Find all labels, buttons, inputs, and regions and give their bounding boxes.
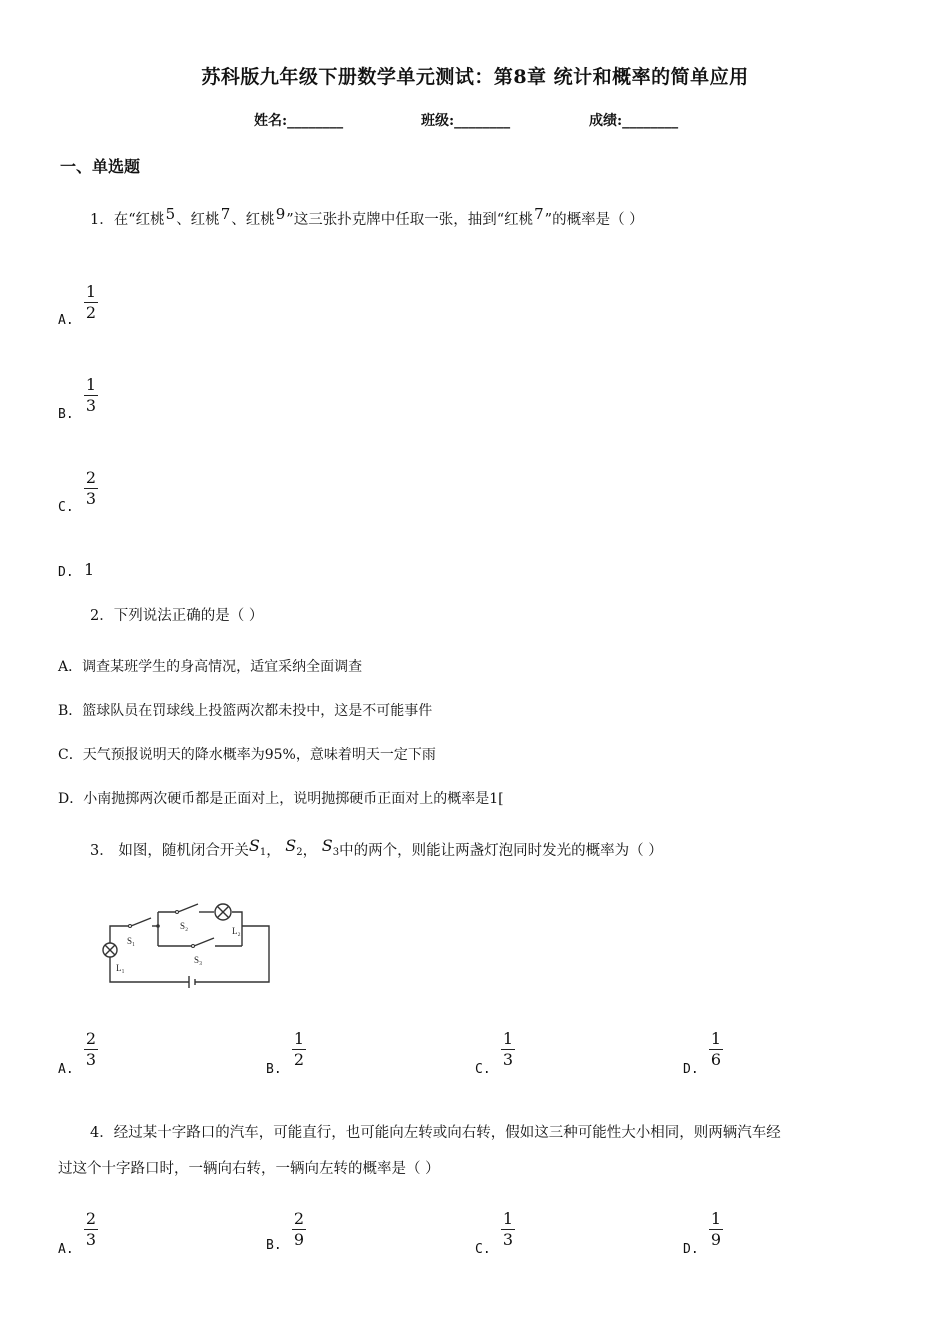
class-field: 班级:________ [421, 113, 511, 129]
label-l1: L₁ [116, 963, 125, 973]
numerator: 1 [710, 1209, 722, 1228]
q4-option-d-letter[interactable]: D. [683, 1242, 699, 1257]
q4-option-a-fraction [84, 1210, 98, 1249]
q3-option-a-letter[interactable]: A. [58, 1062, 74, 1077]
denominator: 2 [293, 1050, 305, 1070]
label-s3: S₃ [194, 955, 203, 965]
score-field: 成绩:________ [589, 113, 679, 129]
switch-s2-contact [176, 911, 179, 914]
switch-s3-blade [194, 938, 214, 946]
section-title: 一、单选题 [60, 157, 141, 176]
denominator: 3 [502, 1050, 514, 1070]
q1-option-b-letter[interactable]: B. [58, 407, 74, 422]
q2-option-d[interactable]: D．小南抛掷两次硬币都是正面对上，说明抛掷硬币正面对上的概率是1[ [58, 791, 504, 807]
question-1-stem [90, 205, 644, 230]
q4-option-d-fraction [709, 1210, 723, 1249]
numerator: 2 [85, 1209, 97, 1228]
q3-option-a-fraction [84, 1030, 98, 1069]
q1-num-5: 5 [165, 205, 176, 223]
switch-s3-symbol: S [321, 836, 333, 855]
q3-option-d-fraction [709, 1030, 723, 1069]
numerator: 2 [293, 1209, 305, 1228]
numerator: 2 [85, 1029, 97, 1048]
numerator: 1 [293, 1029, 305, 1048]
q3-text-1: 3． 如图，随机闭合开关 [90, 843, 249, 859]
junction-dot [156, 924, 160, 928]
q4-option-b-fraction [292, 1210, 306, 1249]
q3-option-c-letter[interactable]: C. [475, 1062, 491, 1077]
circuit-diagram [94, 900, 279, 995]
q1-text-5: ”的概率是（ ） [544, 212, 644, 228]
q1-option-c-fraction [84, 469, 98, 508]
q3-comma-1: ， [266, 843, 281, 859]
denominator: 3 [85, 1050, 97, 1070]
label-s1: S₁ [127, 936, 136, 946]
question-2-stem: 2．下列说法正确的是（ ） [90, 608, 264, 624]
q2-option-b[interactable]: B．篮球队员在罚球线上投篮两次都未投中，这是不可能事件 [58, 703, 433, 719]
q4-option-c-fraction [501, 1210, 515, 1249]
q1-text-4: ”这三张扑克牌中任取一张，抽到“红桃 [286, 212, 534, 228]
switch-s2-blade [178, 904, 198, 912]
q3-comma-2: ， [302, 843, 318, 859]
denominator: 3 [85, 1230, 97, 1250]
q1-num-7: 7 [220, 205, 231, 223]
page-title: 苏科版九年级下册数学单元测试：第8章 统计和概率的简单应用 [201, 66, 749, 88]
numerator: 1 [85, 375, 97, 394]
switch-s1-blade [131, 918, 151, 926]
q1-option-d-value: 1 [84, 560, 95, 579]
q1-option-d-letter[interactable]: D. [58, 565, 74, 580]
numerator: 2 [85, 468, 97, 487]
denominator: 9 [710, 1230, 722, 1250]
denominator: 9 [293, 1230, 305, 1250]
q1-text-3: 、红桃 [231, 212, 275, 228]
switch-s1-symbol: S [248, 836, 260, 855]
numerator: 1 [710, 1029, 722, 1048]
label-s2: S₂ [180, 921, 189, 931]
denominator: 3 [85, 489, 97, 509]
q2-option-a[interactable]: A．调查某班学生的身高情况，适宜采纳全面调查 [58, 659, 363, 675]
name-field: 姓名:________ [254, 113, 344, 129]
q1-option-c-letter[interactable]: C. [58, 500, 74, 515]
switch-s1-contact [129, 925, 132, 928]
q3-option-b-letter[interactable]: B. [266, 1062, 282, 1077]
numerator: 1 [502, 1209, 514, 1228]
denominator: 2 [85, 303, 97, 323]
q3-text-2: 中的两个，则能让两盏灯泡同时发光的概率为（ ） [339, 843, 663, 859]
q4-option-c-letter[interactable]: C. [475, 1242, 491, 1257]
question-4-line-2: 过这个十字路口时，一辆向右转，一辆向左转的概率是（ ） [58, 1161, 440, 1177]
q1-option-a-fraction [84, 283, 98, 322]
q1-num-9: 9 [275, 205, 286, 223]
denominator: 6 [710, 1050, 722, 1070]
numerator: 1 [85, 282, 97, 301]
switch-s3-subscript: 3 [332, 847, 340, 858]
q4-option-a-letter[interactable]: A. [58, 1242, 74, 1257]
q4-option-b-letter[interactable]: B. [266, 1238, 282, 1253]
switch-s2-subscript: 2 [296, 847, 303, 858]
numerator: 1 [502, 1029, 514, 1048]
q3-option-d-letter[interactable]: D. [683, 1062, 699, 1077]
q3-option-b-fraction [292, 1030, 306, 1069]
switch-s2-symbol: S [285, 836, 297, 855]
q1-num-7b: 7 [534, 205, 544, 223]
switch-s1-subscript: 1 [259, 847, 267, 858]
q1-text-2: 、红桃 [176, 212, 220, 228]
question-4-line-1: 4．经过某十字路口的汽车，可能直行，也可能向左转或向右转，假如这三种可能性大小相同，则两辆汽车经 [90, 1125, 781, 1141]
q2-option-c[interactable]: C．天气预报说明天的降水概率为95%，意味着明天一定下雨 [58, 747, 436, 763]
question-3-stem [90, 836, 663, 863]
q3-option-c-fraction [501, 1030, 515, 1069]
switch-s3-contact [192, 945, 195, 948]
q1-option-b-fraction [84, 376, 98, 415]
denominator: 3 [85, 396, 97, 416]
denominator: 3 [502, 1230, 514, 1250]
label-l2: L₂ [232, 926, 241, 936]
q1-option-a-letter[interactable]: A. [58, 313, 74, 328]
q1-text-1: 1．在“红桃 [90, 212, 165, 228]
